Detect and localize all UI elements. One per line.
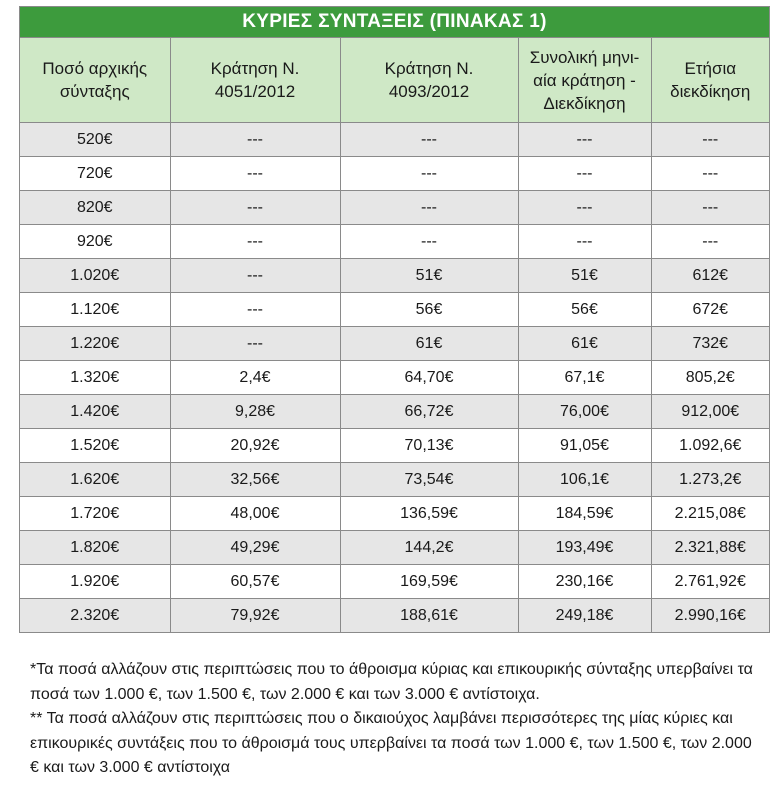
table-cell: --- — [170, 293, 340, 327]
table-cell: --- — [651, 191, 769, 225]
table-row — [20, 327, 769, 361]
table-cell: 912,00€ — [651, 395, 769, 429]
table-cell: 1.320€ — [20, 361, 170, 395]
table-row — [20, 531, 769, 565]
footnote-2: ** Τα ποσά αλλάζουν στις περιπτώσεις που ο δικαιούχος λαμβάνει περισσότερες της μίας κύριες και επικουρικές συντάξεις που το άθροισμά τους υπερβαίνει τα ποσά των 1.000 €, των 1.500 €, των 2.000 € και των 3.000 € αντίστοιχα — [30, 710, 752, 776]
table-cell: --- — [340, 191, 518, 225]
table-row — [20, 191, 769, 225]
table-cell: --- — [170, 327, 340, 361]
table-row — [20, 225, 769, 259]
table-cell: 2.215,08€ — [651, 497, 769, 531]
column-header-2 — [170, 38, 340, 123]
table-cell: 672€ — [651, 293, 769, 327]
footnotes — [30, 658, 760, 781]
table-cell: 2.761,92€ — [651, 565, 769, 599]
table-cell: 805,2€ — [651, 361, 769, 395]
table-cell: 2.321,88€ — [651, 531, 769, 565]
table-cell: 169,59€ — [340, 565, 518, 599]
table-cell: 732€ — [651, 327, 769, 361]
table-row — [20, 157, 769, 191]
table-cell: 1.120€ — [20, 293, 170, 327]
table-cell: 61€ — [340, 327, 518, 361]
table-cell: --- — [170, 259, 340, 293]
pensions-table — [20, 7, 769, 632]
table-cell: --- — [518, 157, 651, 191]
table-row — [20, 395, 769, 429]
column-header-line: Διεκδίκηση — [543, 93, 626, 113]
table-cell: 49,29€ — [170, 531, 340, 565]
table-cell: 91,05€ — [518, 429, 651, 463]
column-header-line: διεκδίκηση — [670, 82, 751, 101]
table-cell: 106,1€ — [518, 463, 651, 497]
table-cell: --- — [170, 123, 340, 157]
table-cell: 520€ — [20, 123, 170, 157]
table-cell: 184,59€ — [518, 497, 651, 531]
column-header-line: Κράτηση Ν. — [384, 59, 474, 78]
table-row — [20, 123, 769, 157]
column-header-1 — [20, 38, 170, 123]
table-cell: 61€ — [518, 327, 651, 361]
table-cell: 1.520€ — [20, 429, 170, 463]
table-cell: 612€ — [651, 259, 769, 293]
table-title: ΚΥΡΙΕΣ ΣΥΝΤΑΞΕΙΣ (ΠΙΝΑΚΑΣ 1) — [20, 7, 769, 38]
table-cell: 1.092,6€ — [651, 429, 769, 463]
table-row — [20, 293, 769, 327]
table-cell: 51€ — [518, 259, 651, 293]
table-row — [20, 463, 769, 497]
column-header-line: 4051/2012 — [214, 82, 296, 101]
column-header-line: αία κράτηση - — [533, 70, 636, 90]
table-cell: 64,70€ — [340, 361, 518, 395]
footnote-1: *Τα ποσά αλλάζουν στις περιπτώσεις που το άθροισμα κύριας και επικουρικής σύνταξης υπερβαίνει τα ποσά των 1.000 €, των 1.500 €, των 2.000 € και των 3.000 € αντίστοιχα. — [30, 661, 753, 703]
table-cell: --- — [651, 157, 769, 191]
table-cell: 144,2€ — [340, 531, 518, 565]
table-cell: 20,92€ — [170, 429, 340, 463]
table-cell: --- — [518, 191, 651, 225]
column-header-line: Κράτηση Ν. — [210, 59, 300, 78]
table-cell: 820€ — [20, 191, 170, 225]
table-header-row — [20, 38, 769, 123]
table-cell: 249,18€ — [518, 599, 651, 633]
table-cell: 66,72€ — [340, 395, 518, 429]
table-cell: --- — [170, 157, 340, 191]
table-cell: 136,59€ — [340, 497, 518, 531]
table-cell: 1.620€ — [20, 463, 170, 497]
table-cell: 2.320€ — [20, 599, 170, 633]
table-cell: 1.020€ — [20, 259, 170, 293]
table-cell: --- — [518, 123, 651, 157]
pensions-table-container — [19, 6, 770, 633]
table-cell: 1.820€ — [20, 531, 170, 565]
table-cell: --- — [340, 225, 518, 259]
table-cell: 73,54€ — [340, 463, 518, 497]
table-cell: 1.273,2€ — [651, 463, 769, 497]
table-cell: 230,16€ — [518, 565, 651, 599]
table-cell: 920€ — [20, 225, 170, 259]
table-cell: 51€ — [340, 259, 518, 293]
table-cell: 2.990,16€ — [651, 599, 769, 633]
table-cell: 32,56€ — [170, 463, 340, 497]
table-cell: --- — [518, 225, 651, 259]
table-row — [20, 361, 769, 395]
table-cell: 79,92€ — [170, 599, 340, 633]
column-header-3 — [340, 38, 518, 123]
table-cell: 48,00€ — [170, 497, 340, 531]
table-cell: 1.420€ — [20, 395, 170, 429]
table-cell: --- — [340, 123, 518, 157]
table-cell: --- — [651, 123, 769, 157]
table-row — [20, 599, 769, 633]
table-cell: --- — [170, 225, 340, 259]
table-cell: 70,13€ — [340, 429, 518, 463]
table-cell: 9,28€ — [170, 395, 340, 429]
table-cell: 56€ — [518, 293, 651, 327]
column-header-4 — [518, 38, 651, 123]
table-row — [20, 565, 769, 599]
table-cell: 67,1€ — [518, 361, 651, 395]
table-cell: 720€ — [20, 157, 170, 191]
table-cell: --- — [340, 157, 518, 191]
column-header-line: 4093/2012 — [388, 82, 470, 101]
table-cell: 1.220€ — [20, 327, 170, 361]
table-row — [20, 429, 769, 463]
column-header-line: σύνταξης — [59, 82, 130, 101]
table-cell: 1.920€ — [20, 565, 170, 599]
column-header-5 — [651, 38, 769, 123]
table-cell: 76,00€ — [518, 395, 651, 429]
column-header-line: Ετήσια — [684, 59, 737, 78]
table-row — [20, 259, 769, 293]
table-body — [20, 123, 769, 633]
table-row — [20, 497, 769, 531]
table-cell: 188,61€ — [340, 599, 518, 633]
column-header-line: Ποσό αρχικής — [42, 59, 148, 78]
table-cell: 2,4€ — [170, 361, 340, 395]
table-cell: 60,57€ — [170, 565, 340, 599]
table-cell: --- — [651, 225, 769, 259]
table-cell: 56€ — [340, 293, 518, 327]
column-header-line: Συνολική μηνι- — [529, 47, 640, 67]
table-cell: --- — [170, 191, 340, 225]
table-cell: 1.720€ — [20, 497, 170, 531]
table-cell: 193,49€ — [518, 531, 651, 565]
